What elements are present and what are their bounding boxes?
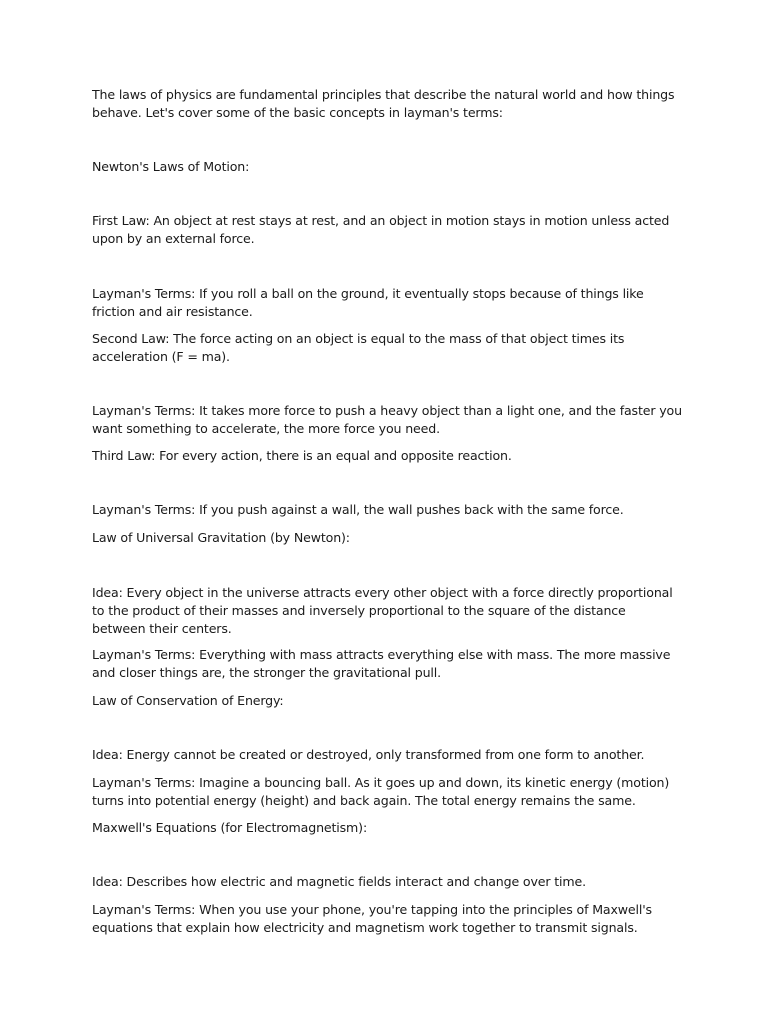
first-law-layman-paragraph: Layman's Terms: If you roll a ball on the ground, it eventually stops because of things like friction and air resistance. — [92, 286, 644, 319]
first-law-paragraph: First Law: An object at rest stays at rest, and an object in motion stays in motion unless acted upon by an external force. — [92, 213, 670, 246]
second-law-layman-paragraph: Layman's Terms: It takes more force to push a heavy object than a light one, and the faster you want something to accelerate, the more force you need. — [92, 403, 682, 436]
gravitation-layman-paragraph: Layman's Terms: Everything with mass attracts everything else with mass. The more massive and closer things are, the stronger the gravitational pull. — [92, 647, 671, 680]
maxwell-idea-paragraph: Idea: Describes how electric and magnetic fields interact and change over time. — [92, 874, 586, 889]
third-law-paragraph: Third Law: For every action, there is an equal and opposite reaction. — [92, 448, 512, 463]
energy-layman-paragraph: Layman's Terms: Imagine a bouncing ball. As it goes up and down, its kinetic energy (motion) turns into potential energy (height) and back again. The total energy remains the same. — [92, 775, 670, 808]
energy-idea-paragraph: Idea: Energy cannot be created or destroyed, only transformed from one form to another. — [92, 747, 645, 762]
maxwell-layman-paragraph: Layman's Terms: When you use your phone, you're tapping into the principles of Maxwell's equations that explain how electricity and magnetism work together to transmit signals. — [92, 902, 652, 935]
heading-newtons-laws: Newton's Laws of Motion: — [92, 159, 250, 174]
heading-conservation-energy: Law of Conservation of Energy: — [92, 693, 284, 708]
second-law-paragraph: Second Law: The force acting on an object is equal to the mass of that object times its acceleration (F = ma). — [92, 331, 625, 364]
heading-maxwell: Maxwell's Equations (for Electromagnetism): — [92, 820, 368, 835]
intro-paragraph: The laws of physics are fundamental principles that describe the natural world and how things behave. Let's cover some of the basic concepts in layman's terms: — [92, 87, 675, 120]
gravitation-idea-paragraph: Idea: Every object in the universe attracts every other object with a force directly proportional to the product of their masses and inversely proportional to the square of the distance between their centers. — [92, 585, 673, 636]
heading-gravitation: Law of Universal Gravitation (by Newton): — [92, 530, 350, 545]
third-law-layman-paragraph: Layman's Terms: If you push against a wall, the wall pushes back with the same force. — [92, 502, 624, 517]
